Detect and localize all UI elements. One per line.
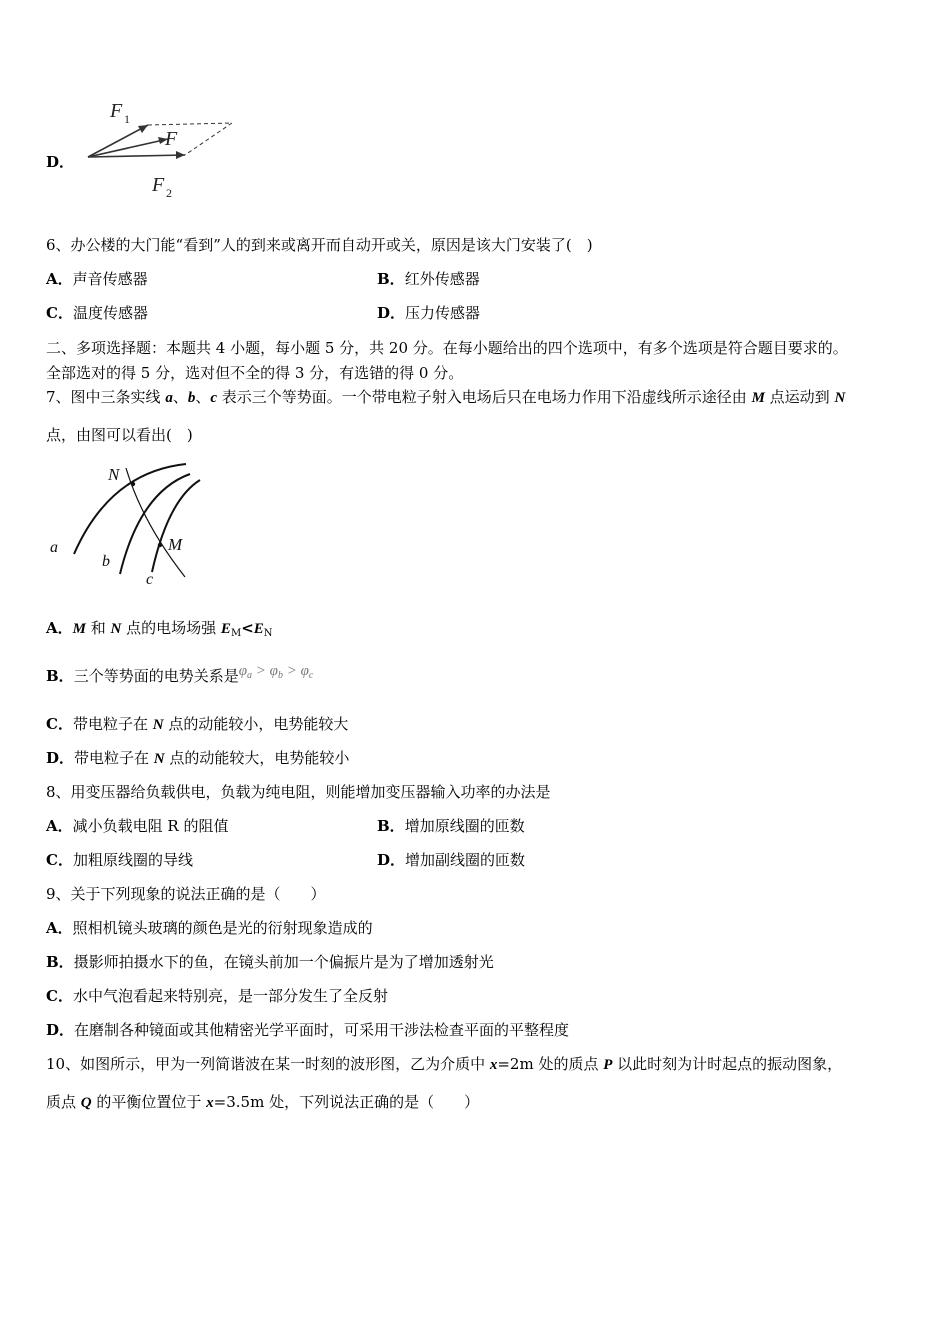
- q7-option-c: [46, 713, 348, 736]
- subscript: c: [308, 670, 314, 681]
- option-text: 在磨制各种镜面或其他精密光学平面时，可采用干涉法检查平面的平整程度: [74, 1021, 570, 1039]
- var-n: N: [834, 390, 846, 406]
- q6-option-a: [46, 268, 148, 290]
- option-label: B．: [46, 667, 74, 685]
- f2-arrowhead: [176, 151, 185, 159]
- q7-option-d: [46, 747, 349, 770]
- var-b: b: [187, 390, 196, 406]
- option-text: 和: [85, 619, 111, 637]
- q7-stem-line1: [46, 386, 845, 409]
- stem-text: 质点: [46, 1093, 81, 1111]
- option-text: 减小负载电阻 R 的阻值: [72, 817, 229, 835]
- var-x: x: [206, 1095, 214, 1111]
- option-label: D．: [46, 1021, 75, 1039]
- var-n: N: [110, 621, 122, 637]
- option-text: 声音传感器: [72, 270, 148, 288]
- q8-option-b: [377, 815, 525, 837]
- option-label: B．: [377, 270, 405, 288]
- q7-stem-line2: 点，由图可以看出( ): [46, 426, 193, 444]
- stem-text: 以此时刻为计时起点的振动图象，: [612, 1055, 843, 1073]
- q9-option-a: [46, 917, 373, 939]
- var-a: a: [165, 390, 173, 406]
- stem-text: 10、如图所示，甲为一列简谐波在某一时刻的波形图，乙为介质中: [46, 1055, 490, 1073]
- f2-label: F: [152, 174, 165, 196]
- q7-option-a: [46, 617, 273, 645]
- dashed-side: [185, 123, 232, 155]
- option-label: B．: [46, 953, 74, 971]
- var-c: c: [210, 390, 218, 406]
- f1-vector: [88, 125, 148, 157]
- option-label: A．: [46, 817, 73, 835]
- subscript: b: [277, 670, 283, 681]
- var-e: E: [220, 621, 231, 637]
- label-c: c: [146, 571, 154, 588]
- label-a: a: [50, 539, 58, 556]
- option-label: A．: [46, 270, 73, 288]
- option-text: 水中气泡看起来特别亮，是一部分发生了全反射: [72, 987, 388, 1005]
- q8-stem: 8、用变压器给负载供电，负载为纯电阻，则能增加变压器输入功率的办法是: [46, 783, 551, 801]
- q9-option-b: [46, 951, 494, 973]
- q5-option-d: [46, 151, 74, 173]
- stem-text: 的平衡位置位于: [91, 1093, 207, 1111]
- option-text: 红外传感器: [404, 270, 480, 288]
- var-m: M: [751, 390, 765, 406]
- q10-stem-line1: [46, 1053, 842, 1076]
- f1-subscript: 1: [124, 112, 130, 126]
- section2-line1: 二、多项选择题：本题共 4 小题，每小题 5 分，共 20 分。在每小题给出的四个选项中，有多个选项是符合题目要求的。: [46, 339, 848, 357]
- option-label: C．: [46, 715, 73, 733]
- f-label: F: [165, 128, 178, 150]
- option-text: 三个等势面的电势关系是: [73, 667, 239, 685]
- q9-option-c: [46, 985, 388, 1007]
- option-label: A．: [46, 919, 73, 937]
- q6-option-c: [46, 302, 148, 324]
- option-text: 带电粒子在: [74, 749, 154, 767]
- label-n: N: [108, 465, 120, 484]
- dashed-top: [148, 123, 232, 125]
- option-label: A．: [46, 619, 73, 637]
- stem-text: =2m 处的质点: [497, 1055, 604, 1073]
- potential-relation: [239, 663, 314, 679]
- q6-option-b: [377, 268, 480, 290]
- point-m: [158, 543, 162, 547]
- greater-than: >: [252, 663, 270, 679]
- q6-option-d: [377, 302, 480, 324]
- q8-option-a: [46, 815, 228, 837]
- stem-text: 表示三个等势面。一个带电粒子射入电场后只在电场力作用下沿虚线所示途径由: [217, 388, 752, 406]
- stem-text: 7、图中三条实线: [46, 388, 166, 406]
- greater-than: >: [282, 663, 301, 679]
- separator: 、: [195, 388, 211, 406]
- option-text: 点的电场场强: [121, 619, 221, 637]
- stem-text: 点运动到: [764, 388, 835, 406]
- f-vector: [88, 139, 168, 157]
- option-text: 带电粒子在: [72, 715, 153, 733]
- q10-stem-line2: [46, 1091, 479, 1114]
- stem-text: =3.5m 处，下列说法正确的是（ ）: [213, 1093, 480, 1111]
- option-text: 温度传感器: [72, 304, 148, 322]
- var-n: N: [153, 751, 165, 767]
- f2-vector: [88, 155, 185, 157]
- option-text: 增加副线圈的匝数: [405, 851, 526, 869]
- option-label: D．: [377, 304, 406, 322]
- var-p: P: [603, 1057, 613, 1073]
- phi-symbol: φ: [300, 663, 309, 679]
- option-label: B．: [377, 817, 405, 835]
- less-than: <: [241, 619, 254, 637]
- option-text: 加粗原线圈的导线: [72, 851, 193, 869]
- option-text: 点的动能较小，电势能较大: [163, 715, 349, 733]
- option-text: 增加原线圈的匝数: [404, 817, 525, 835]
- section2-line2: 全部选对的得 5 分，选对但不全的得 3 分，有选错的得 0 分。: [46, 364, 464, 382]
- f2-subscript: 2: [166, 186, 172, 200]
- point-n: [131, 482, 135, 486]
- q8-option-c: [46, 849, 193, 871]
- option-label: D．: [46, 153, 75, 171]
- equipotential-figure: [40, 452, 215, 592]
- subscript: a: [247, 670, 253, 681]
- option-label: C．: [46, 987, 73, 1005]
- label-b: b: [102, 553, 110, 570]
- option-label: D．: [46, 749, 75, 767]
- option-label: C．: [46, 304, 73, 322]
- force-parallelogram-figure: [80, 95, 250, 205]
- separator: 、: [172, 388, 188, 406]
- phi-symbol: φ: [269, 663, 278, 679]
- q8-option-d: [377, 849, 525, 871]
- option-label: D．: [377, 851, 406, 869]
- option-text: 点的动能较大，电势能较小: [164, 749, 350, 767]
- var-x: x: [489, 1057, 498, 1073]
- q9-stem: 9、关于下列现象的说法正确的是（ ）: [46, 885, 326, 903]
- label-m: M: [168, 535, 183, 554]
- var-m: M: [72, 621, 86, 637]
- q6-stem: 6、办公楼的大门能“看到”人的到来或离开而自动开或关，原因是该大门安装了( ): [46, 236, 593, 254]
- option-text: 压力传感器: [405, 304, 481, 322]
- subscript: M: [230, 628, 242, 639]
- option-text: 摄影师拍摄水下的鱼，在镜头前加一个偏振片是为了增加透射光: [73, 953, 494, 971]
- q9-option-d: [46, 1019, 569, 1041]
- phi-symbol: φ: [238, 663, 248, 679]
- option-text: 照相机镜头玻璃的颜色是光的衍射现象造成的: [72, 919, 373, 937]
- q7-option-b: [46, 665, 313, 693]
- var-n: N: [152, 717, 164, 733]
- option-label: C．: [46, 851, 73, 869]
- f1-label: F: [110, 100, 123, 122]
- var-q: Q: [80, 1095, 92, 1111]
- var-e: E: [253, 621, 264, 637]
- subscript: N: [263, 628, 273, 639]
